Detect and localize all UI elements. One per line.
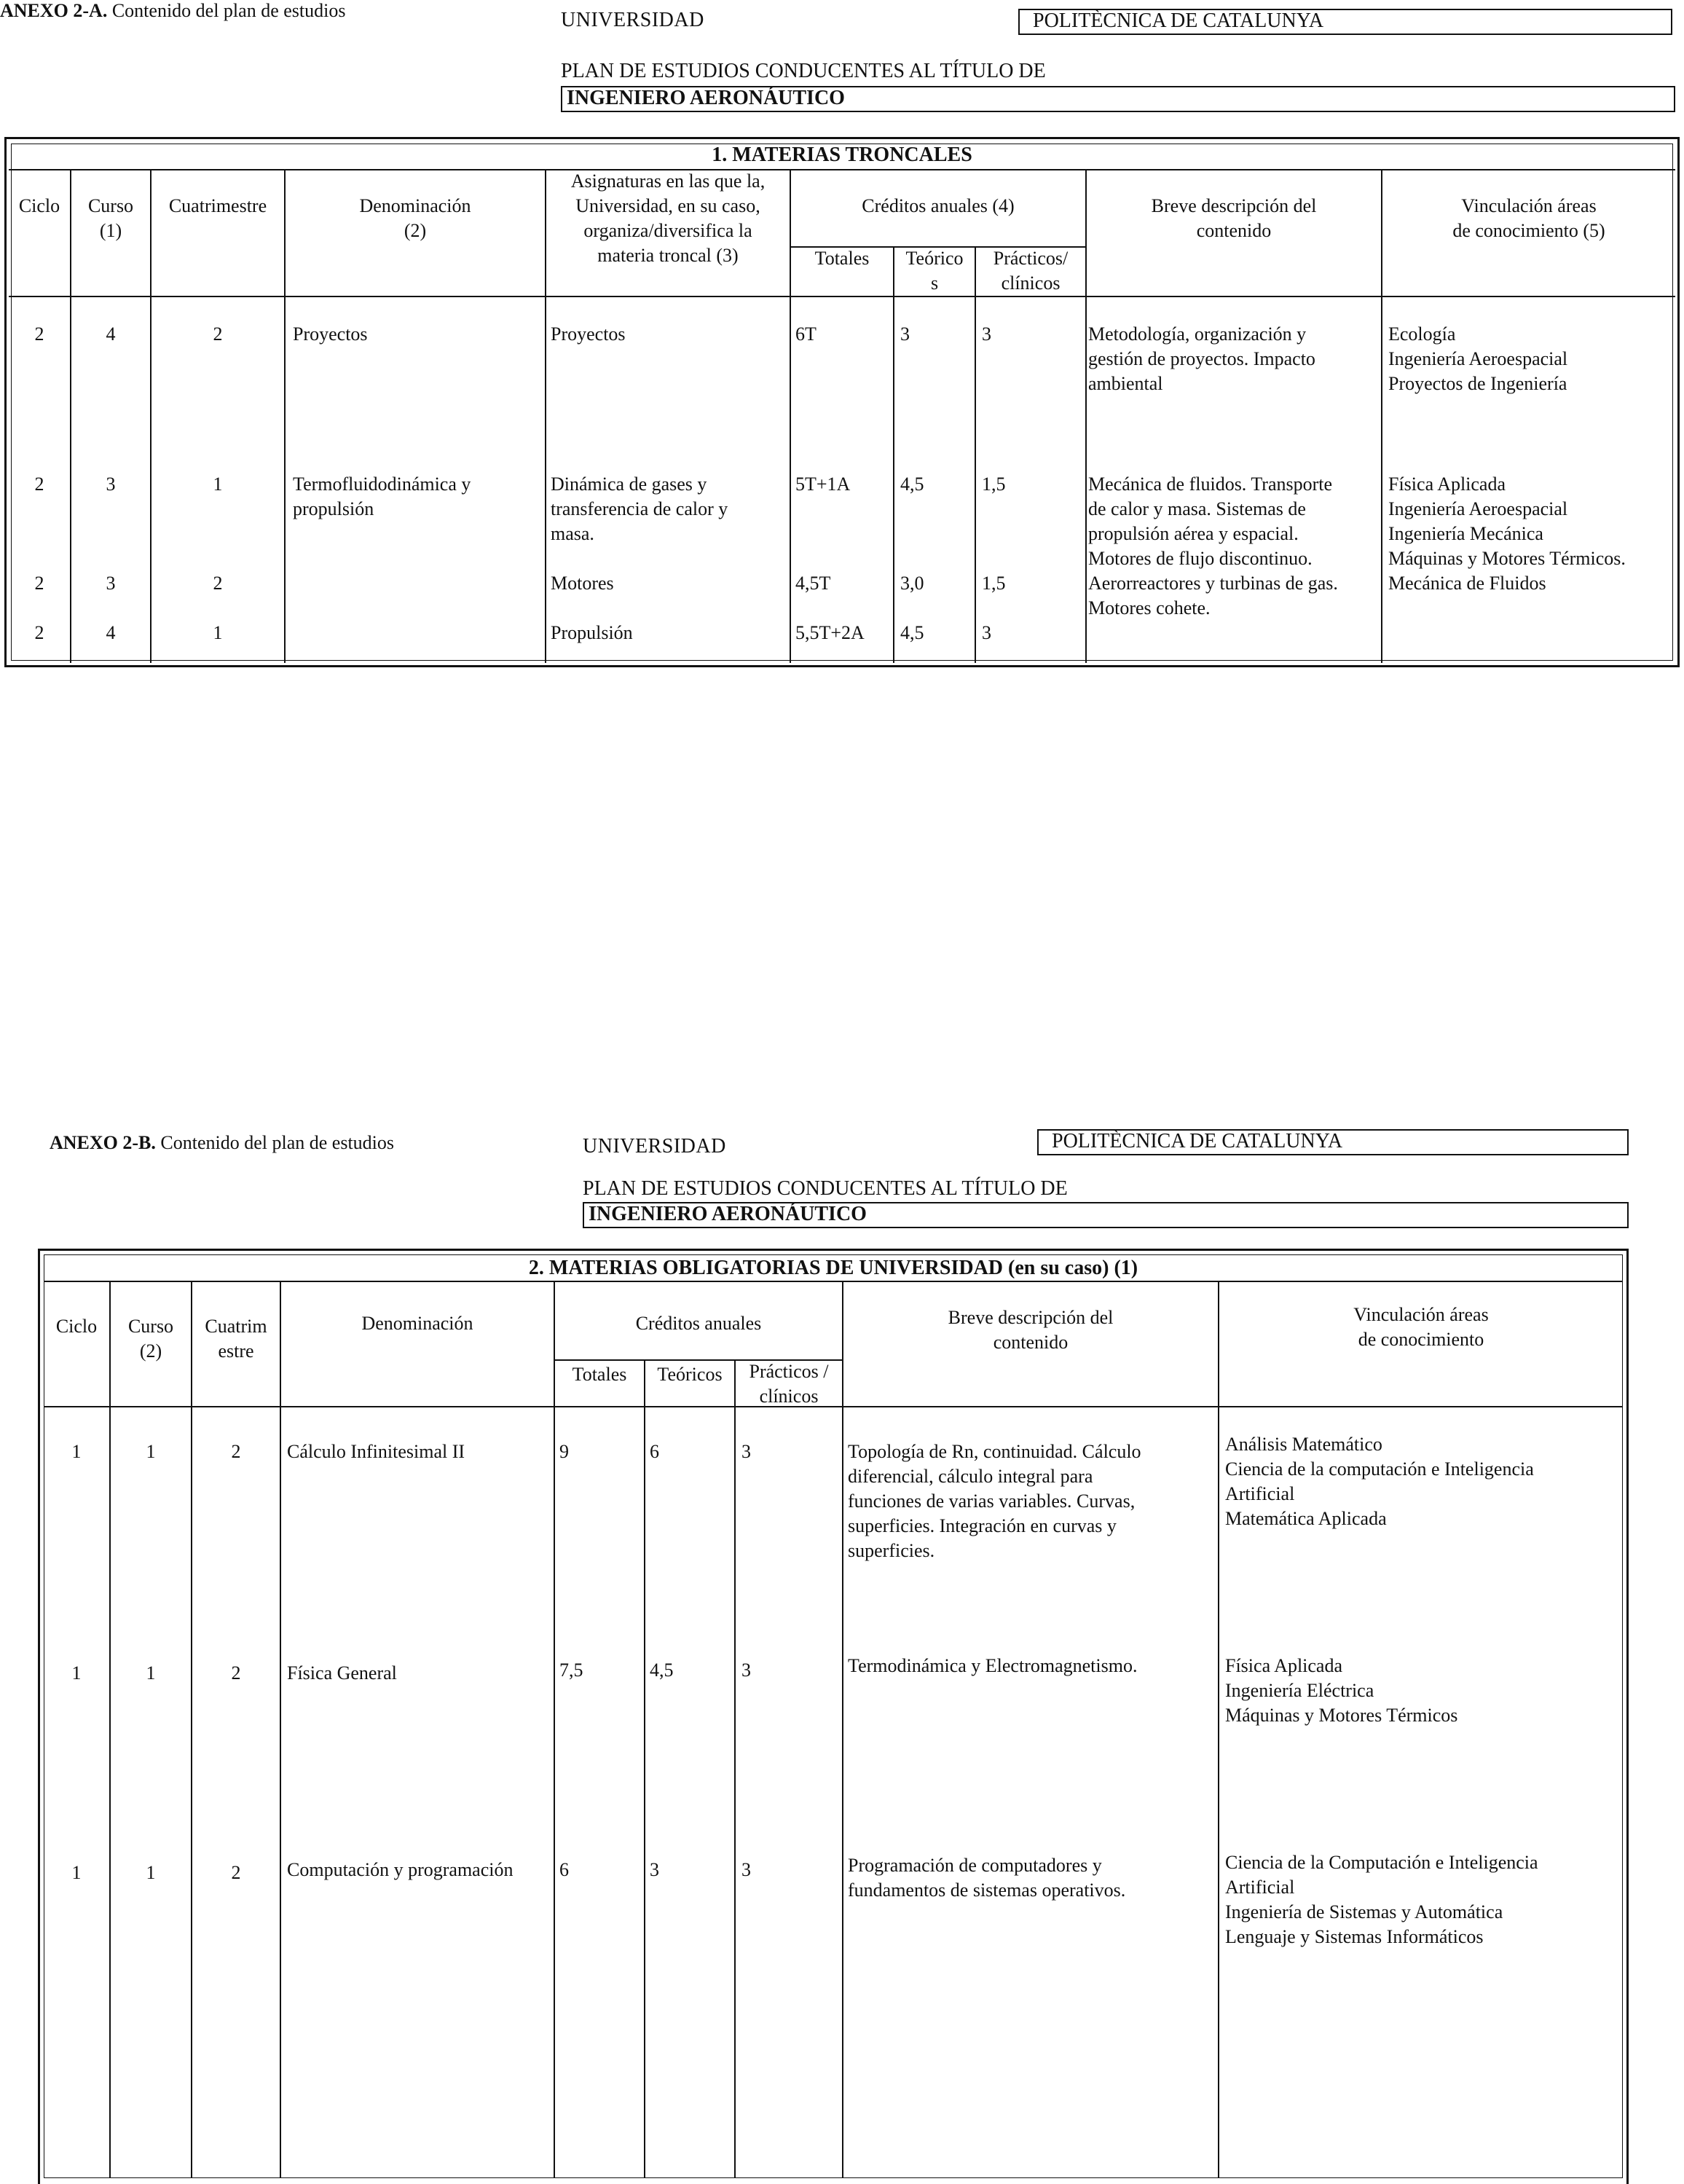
col-header-curso: Curso (2) bbox=[127, 1316, 174, 1362]
table-row-cell: Física General bbox=[287, 1662, 397, 1684]
table-row-cell: Metodología, organización y gestión de proyectos. Impacto ambiental bbox=[1088, 323, 1315, 394]
col-header-cuatrimestre: Cuatrimestre bbox=[168, 195, 267, 216]
table-row-cell: 1 bbox=[213, 622, 223, 643]
table-row-cell: 4,5T bbox=[795, 573, 831, 594]
table-row-cell: 4,5 bbox=[900, 622, 924, 643]
col-header-vinculacion: Vinculación áreas de conocimiento (5) bbox=[1452, 195, 1605, 241]
col-header-curso: Curso (1) bbox=[87, 195, 134, 241]
annex-a-label: ANEXO 2-A. Contenido del plan de estudios bbox=[0, 0, 346, 21]
annex-b-label: ANEXO 2-B. Contenido del plan de estudios bbox=[50, 1132, 395, 1153]
table-row-cell: 1 bbox=[71, 1441, 82, 1462]
table-row-cell: 3 bbox=[982, 622, 991, 643]
col-header-descripcion: Breve descripción del contenido bbox=[1151, 195, 1317, 241]
col-header-practicos: Prácticos/ clínicos bbox=[993, 248, 1069, 294]
table-row-cell: Mecánica de fluidos. Transporte de calor y masa. Sistemas de propulsión aérea y espacial. Motores de flujo discontinuo. Aerorreactores y turbinas de gas. Motores cohete. bbox=[1088, 474, 1338, 618]
col-header-ciclo: Ciclo bbox=[18, 195, 60, 216]
annex-b-university-name: POLITÈCNICA DE CATALUNYA bbox=[1037, 1129, 1629, 1155]
table-row-cell: 1 bbox=[146, 1662, 156, 1684]
col-header-asignaturas: Asignaturas en las que la, Universidad, en su caso, organiza/diversifica la materia troncal (3) bbox=[570, 170, 766, 266]
table-row-cell: 3 bbox=[741, 1659, 751, 1681]
table-row-cell: 7,5 bbox=[559, 1659, 583, 1681]
table-row-cell: Termofluidodinámica y propulsión bbox=[293, 474, 471, 519]
col-header-creditos: Créditos anuales (4) bbox=[862, 195, 1015, 216]
annex-b-degree-title: INGENIERO AERONÁUTICO bbox=[583, 1202, 1629, 1228]
table-row-cell: 4 bbox=[106, 323, 116, 345]
table-row-cell: Proyectos bbox=[293, 323, 368, 345]
table-row-cell: 1 bbox=[213, 474, 223, 495]
col-header-cuatrimestre: Cuatrim estre bbox=[205, 1316, 267, 1362]
table-row-cell: 1 bbox=[146, 1441, 156, 1462]
col-header-totales: Totales bbox=[814, 248, 870, 269]
table-row-cell: 1 bbox=[71, 1662, 82, 1684]
col-header-descripcion: Breve descripción del contenido bbox=[948, 1307, 1114, 1353]
col-header-teoricos: Teóricos bbox=[657, 1364, 723, 1385]
table-row-cell: 3 bbox=[741, 1441, 751, 1462]
col-header-practicos: Prácticos / clínicos bbox=[749, 1361, 829, 1407]
table-row-cell: Termodinámica y Electromagnetismo. bbox=[848, 1655, 1138, 1676]
table-row-cell: Motores bbox=[551, 573, 614, 594]
table-row-cell: Cálculo Infinitesimal II bbox=[287, 1441, 465, 1462]
table-row-cell: 6T bbox=[795, 323, 817, 345]
table-row-cell: 1,5 bbox=[982, 573, 1006, 594]
table-row-cell: 2 bbox=[34, 573, 44, 594]
annex-a-plan-label: PLAN DE ESTUDIOS CONDUCENTES AL TÍTULO DE bbox=[561, 60, 1046, 82]
table-row-cell: 3 bbox=[106, 573, 116, 594]
annex-a-university-label: UNIVERSIDAD bbox=[561, 9, 704, 31]
table-row-cell: Propulsión bbox=[551, 622, 633, 643]
table-row-cell: 3 bbox=[900, 323, 910, 345]
table-row-cell: 5T+1A bbox=[795, 474, 851, 495]
annex-b-section-title: 2. MATERIAS OBLIGATORIAS DE UNIVERSIDAD (en su caso) (1) bbox=[528, 1257, 1138, 1279]
table-row-cell: 4 bbox=[106, 622, 116, 643]
table-row-cell: 2 bbox=[231, 1662, 241, 1684]
table-row-cell: Programación de computadores y fundamentos de sistemas operativos. bbox=[848, 1855, 1126, 1901]
table-row-cell: 9 bbox=[559, 1441, 569, 1462]
table-row-cell: Proyectos bbox=[551, 323, 626, 345]
table-row-cell: 3 bbox=[982, 323, 991, 345]
table-row-cell: Ecología Ingeniería Aeroespacial Proyectos de Ingeniería bbox=[1388, 323, 1568, 394]
table-row-cell: 3 bbox=[650, 1859, 659, 1880]
col-header-vinculacion: Vinculación áreas de conocimiento bbox=[1353, 1304, 1489, 1350]
col-header-teoricos: Teórico s bbox=[905, 248, 964, 294]
table-row-cell: 2 bbox=[231, 1441, 241, 1462]
table-row-cell: 1 bbox=[71, 1862, 82, 1883]
table-row-cell: 2 bbox=[34, 474, 44, 495]
table-row-cell: 1 bbox=[146, 1862, 156, 1883]
col-header-ciclo: Ciclo bbox=[55, 1316, 98, 1337]
table-row-cell: 2 bbox=[34, 323, 44, 345]
annex-a-section-title: 1. MATERIAS TRONCALES bbox=[712, 144, 972, 166]
table-row-cell: 2 bbox=[213, 323, 223, 345]
table-row-cell: 3 bbox=[741, 1859, 751, 1880]
table-row-cell: 4,5 bbox=[650, 1659, 674, 1681]
table-row-cell: Computación y programación bbox=[287, 1859, 514, 1880]
table-row-cell: Física Aplicada Ingeniería Aeroespacial Ingeniería Mecánica Máquinas y Motores Térmicos. Mecánica de Fluidos bbox=[1388, 474, 1626, 594]
table-row-cell: 4,5 bbox=[900, 474, 924, 495]
table-row-cell: 2 bbox=[213, 573, 223, 594]
table-row-cell: 5,5T+2A bbox=[795, 622, 865, 643]
annex-b-university-label: UNIVERSIDAD bbox=[583, 1135, 726, 1158]
col-header-creditos: Créditos anuales bbox=[635, 1313, 762, 1334]
annex-b-plan-label: PLAN DE ESTUDIOS CONDUCENTES AL TÍTULO DE bbox=[583, 1177, 1068, 1200]
table-row-cell: 2 bbox=[231, 1862, 241, 1883]
annex-a-degree-title: INGENIERO AERONÁUTICO bbox=[561, 86, 1675, 112]
table-row-cell: 6 bbox=[650, 1441, 659, 1462]
table-row-cell: 1,5 bbox=[982, 474, 1006, 495]
col-header-denominacion: Denominación bbox=[361, 1313, 473, 1334]
table-row-cell: Dinámica de gases y transferencia de calor y masa. bbox=[551, 474, 728, 544]
col-header-totales: Totales bbox=[572, 1364, 627, 1385]
table-row-cell: Ciencia de la Computación e Inteligencia Artificial Ingeniería de Sistemas y Automática Lenguaje y Sistemas Informáticos bbox=[1225, 1852, 1538, 1947]
table-row-cell: 3,0 bbox=[900, 573, 924, 594]
table-row-cell: 2 bbox=[34, 622, 44, 643]
table-row-cell: Física Aplicada Ingeniería Eléctrica Máquinas y Motores Térmicos bbox=[1225, 1655, 1458, 1726]
annex-a-university-name: POLITÈCNICA DE CATALUNYA bbox=[1018, 9, 1672, 35]
table-row-cell: Topología de Rn, continuidad. Cálculo diferencial, cálculo integral para funciones de varias variables. Curvas, superficies. Integración en curvas y superficies. bbox=[848, 1441, 1141, 1561]
table-row-cell: 6 bbox=[559, 1859, 569, 1880]
table-row-cell: Análisis Matemático Ciencia de la computación e Inteligencia Artificial Matemática Aplicada bbox=[1225, 1434, 1534, 1529]
col-header-denominacion: Denominación (2) bbox=[359, 195, 471, 241]
table-row-cell: 3 bbox=[106, 474, 116, 495]
